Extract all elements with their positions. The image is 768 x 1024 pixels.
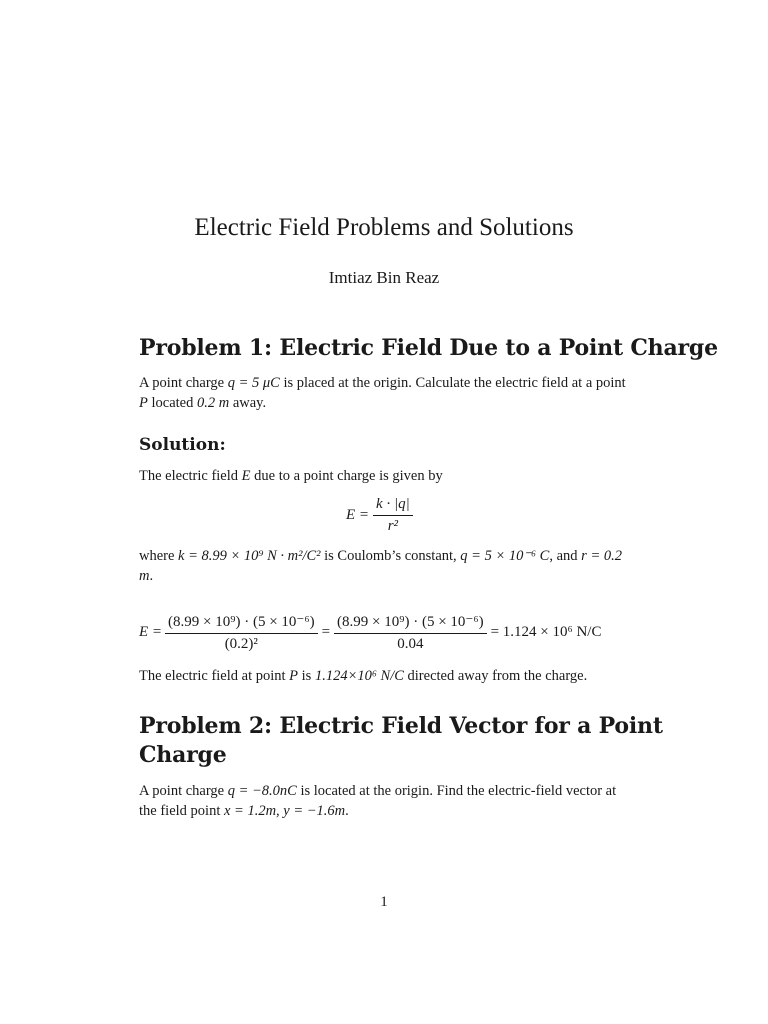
text-run: is placed at the origin. Calculate the electric field at a point (279, 375, 626, 391)
calc-fraction-2 (334, 612, 487, 653)
calc-fraction-1 (165, 612, 318, 653)
solution-heading: Solution: (139, 435, 226, 455)
solution-conclusion (139, 666, 639, 686)
formula-numerator: k · |q| (373, 496, 413, 516)
text-run: . (345, 803, 349, 819)
formula-denominator: r² (387, 518, 399, 534)
math-run: 0.2 m (196, 395, 230, 411)
math-run: P (289, 668, 299, 684)
document-author: Imtiaz Bin Reaz (328, 268, 440, 287)
math-run: k = 8.99 × 10⁹ N · m²/C² (178, 548, 321, 564)
text-run: directed away from the charge. (403, 668, 588, 684)
calculation-equation (139, 612, 601, 653)
problem-2-statement (139, 781, 629, 821)
text-run: is Coulomb’s constant, (320, 548, 461, 564)
calc-numerator-1: (8.99 × 10⁹) · (5 × 10⁻⁶) (165, 612, 318, 634)
constants-statement (139, 546, 629, 586)
calc-equals: = (321, 624, 331, 640)
math-run: P (139, 395, 148, 411)
problem-1-statement (139, 373, 629, 413)
text-run: located (147, 395, 197, 411)
formula-fraction (373, 496, 413, 535)
coulomb-formula (346, 496, 413, 535)
math-run: E (241, 468, 251, 484)
formula-lhs: E = (346, 507, 370, 523)
math-run: 1.124×10⁶ N/C (314, 668, 404, 684)
text-run: A point charge (139, 783, 228, 799)
text-run: is (298, 668, 315, 684)
calc-result: = 1.124 × 10⁶ N/C (490, 624, 602, 640)
text-run: is located at the origin. Find the electric-field vector at the field point (139, 783, 617, 819)
text-run: The electric field at point (139, 668, 290, 684)
calc-lhs: E = (139, 624, 163, 640)
math-run: q = 5 μC (227, 375, 280, 391)
solution-intro (139, 466, 629, 486)
text-run: away. (229, 395, 267, 411)
math-run: x = 1.2m, y = −1.6m (223, 803, 346, 819)
math-run: r = 0.2 m (139, 548, 622, 584)
math-run: q = 5 × 10⁻⁶ C (460, 548, 550, 564)
page-number: 1 (380, 894, 388, 910)
calc-denominator-1: (0.2)² (224, 636, 258, 652)
text-run: due to a point charge is given by (250, 468, 443, 484)
problem-1-heading: Problem 1: Electric Field Due to a Point Charge (139, 335, 718, 361)
calc-numerator-2: (8.99 × 10⁹) · (5 × 10⁻⁶) (334, 612, 487, 634)
calc-denominator-2: 0.04 (397, 636, 424, 652)
problem-2-heading-line-2: Charge (139, 742, 227, 768)
document-title: Electric Field Problems and Solutions (194, 214, 574, 241)
text-run: , and (549, 548, 582, 564)
math-run: q = −8.0nC (227, 783, 297, 799)
text-run: A point charge (139, 375, 228, 391)
problem-2-heading-line-1: Problem 2: Electric Field Vector for a Point (139, 713, 663, 739)
text-run: . (149, 568, 154, 584)
text-run: The electric field (139, 468, 242, 484)
text-run: where (139, 548, 179, 564)
